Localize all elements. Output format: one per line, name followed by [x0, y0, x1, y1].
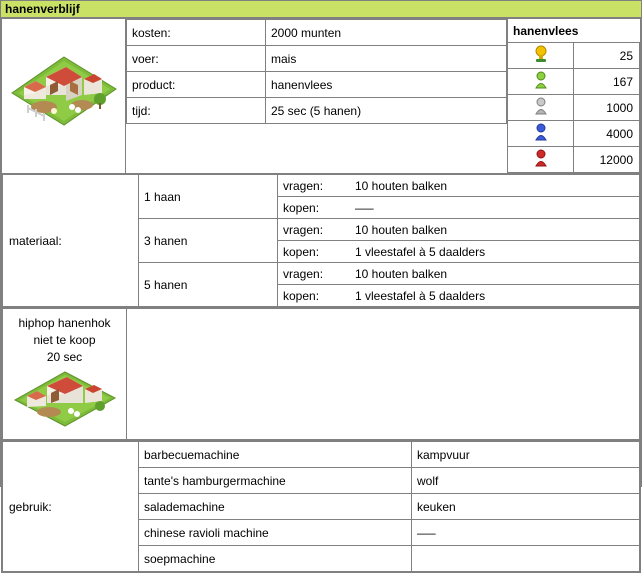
vragen-label: vragen: — [283, 178, 324, 193]
gebruik-item-b — [412, 546, 640, 572]
blue-figure-icon — [508, 121, 574, 147]
materiaal-group-name: 1 haan — [139, 175, 278, 219]
table-row — [508, 121, 640, 147]
hanenvlees-value: 1000 — [574, 95, 640, 121]
table-row — [127, 72, 507, 98]
hiphop-building-illustration — [13, 370, 117, 432]
farm-building-illustration — [10, 55, 118, 137]
hanenvlees-value: 12000 — [574, 147, 640, 173]
gebruik-item-b: kampvuur — [412, 442, 640, 468]
silver-figure-icon — [508, 95, 574, 121]
vragen-value: 10 houten balken — [355, 178, 448, 193]
materiaal-kopen-row — [278, 197, 640, 219]
vragen-value: 10 houten balken — [355, 222, 448, 237]
materiaal-group-name: 5 hanen — [139, 263, 278, 307]
page-title: hanenverblijf — [5, 2, 80, 16]
silver-figure-icon-svg — [531, 97, 551, 116]
hanenverblijf-image — [2, 19, 126, 173]
materiaal-kopen-row — [278, 241, 640, 263]
window-title-bar — [1, 1, 641, 18]
table-row — [508, 95, 640, 121]
red-figure-icon-svg — [531, 149, 551, 168]
stats-table-wrapper — [126, 19, 507, 173]
table-row — [508, 43, 640, 69]
section-materiaal-cell — [2, 174, 641, 308]
table-row — [508, 69, 640, 95]
stats-table — [126, 19, 507, 124]
gold-trophy-icon-svg — [531, 45, 551, 64]
hanenvlees-table — [507, 19, 640, 173]
gebruik-item-a: salademachine — [139, 494, 412, 520]
kopen-value: —– — [355, 200, 374, 215]
gebruik-item-a: tante's hamburgermachine — [139, 468, 412, 494]
stat-key: kosten: — [127, 20, 266, 46]
table-row — [127, 20, 507, 46]
kopen-value: 1 vleestafel à 5 daalders — [355, 244, 486, 259]
green-figure-icon — [508, 69, 574, 95]
hiphop-availability: niet te koop — [33, 333, 96, 347]
hiphop-empty-cell — [127, 309, 640, 440]
table-row — [508, 147, 640, 173]
gebruik-item-b: keuken — [412, 494, 640, 520]
table-row — [3, 175, 640, 197]
materiaal-table — [2, 174, 640, 307]
vragen-label: vragen: — [283, 266, 324, 281]
stat-key: voer: — [127, 46, 266, 72]
section-gebruik-cell — [2, 441, 641, 573]
hiphop-hanenhok-image — [5, 370, 124, 435]
materiaal-kopen-row — [278, 285, 640, 307]
materiaal-vragen-row — [278, 263, 640, 285]
section-overview-row — [2, 19, 641, 174]
kopen-label: kopen: — [283, 244, 320, 259]
vragen-value: 10 houten balken — [355, 266, 448, 281]
green-figure-icon-svg — [531, 71, 551, 90]
main-layout-table — [1, 18, 641, 573]
gebruik-item-a: barbecuemachine — [139, 442, 412, 468]
stat-value: mais — [266, 46, 507, 72]
hiphop-time: 20 sec — [46, 350, 83, 364]
hiphop-table — [2, 308, 640, 440]
section-gebruik-row — [2, 441, 641, 573]
hiphop-name: hiphop hanenhok — [18, 316, 111, 330]
blue-figure-icon-svg — [531, 123, 551, 142]
stat-value: 25 sec (5 hanen) — [266, 98, 507, 124]
gebruik-item-b: —– — [412, 520, 640, 546]
table-row — [3, 442, 640, 468]
hiphop-info-cell — [3, 309, 127, 440]
gebruik-table — [2, 441, 640, 572]
kopen-label: kopen: — [283, 288, 320, 303]
materiaal-group-name: 3 hanen — [139, 219, 278, 263]
materiaal-label: materiaal: — [3, 175, 139, 307]
section-hiphop-cell — [2, 308, 641, 441]
gebruik-item-a: soepmachine — [139, 546, 412, 572]
hanenvlees-title: hanenvlees — [508, 19, 640, 43]
gebruik-item-a: chinese ravioli machine — [139, 520, 412, 546]
hanenvlees-value: 25 — [574, 43, 640, 69]
gebruik-item-b: wolf — [412, 468, 640, 494]
table-row — [127, 46, 507, 72]
gebruik-label: gebruik: — [3, 442, 139, 572]
hanenvlees-value: 167 — [574, 69, 640, 95]
hanenvlees-header-row — [508, 19, 640, 43]
section-overview-cell — [2, 19, 641, 174]
stat-value: 2000 munten — [266, 20, 507, 46]
table-row — [3, 309, 640, 440]
stat-value: hanenvlees — [266, 72, 507, 98]
hanenvlees-value: 4000 — [574, 121, 640, 147]
section-hiphop-row — [2, 308, 641, 441]
section-materiaal-row — [2, 174, 641, 308]
stat-key: tijd: — [127, 98, 266, 124]
table-row — [127, 98, 507, 124]
materiaal-vragen-row — [278, 219, 640, 241]
red-figure-icon — [508, 147, 574, 173]
hanenvlees-panel — [507, 19, 640, 173]
kopen-label: kopen: — [283, 200, 320, 215]
gold-trophy-icon — [508, 43, 574, 69]
kopen-value: 1 vleestafel à 5 daalders — [355, 288, 486, 303]
vragen-label: vragen: — [283, 222, 324, 237]
materiaal-vragen-row — [278, 175, 640, 197]
stat-key: product: — [127, 72, 266, 98]
